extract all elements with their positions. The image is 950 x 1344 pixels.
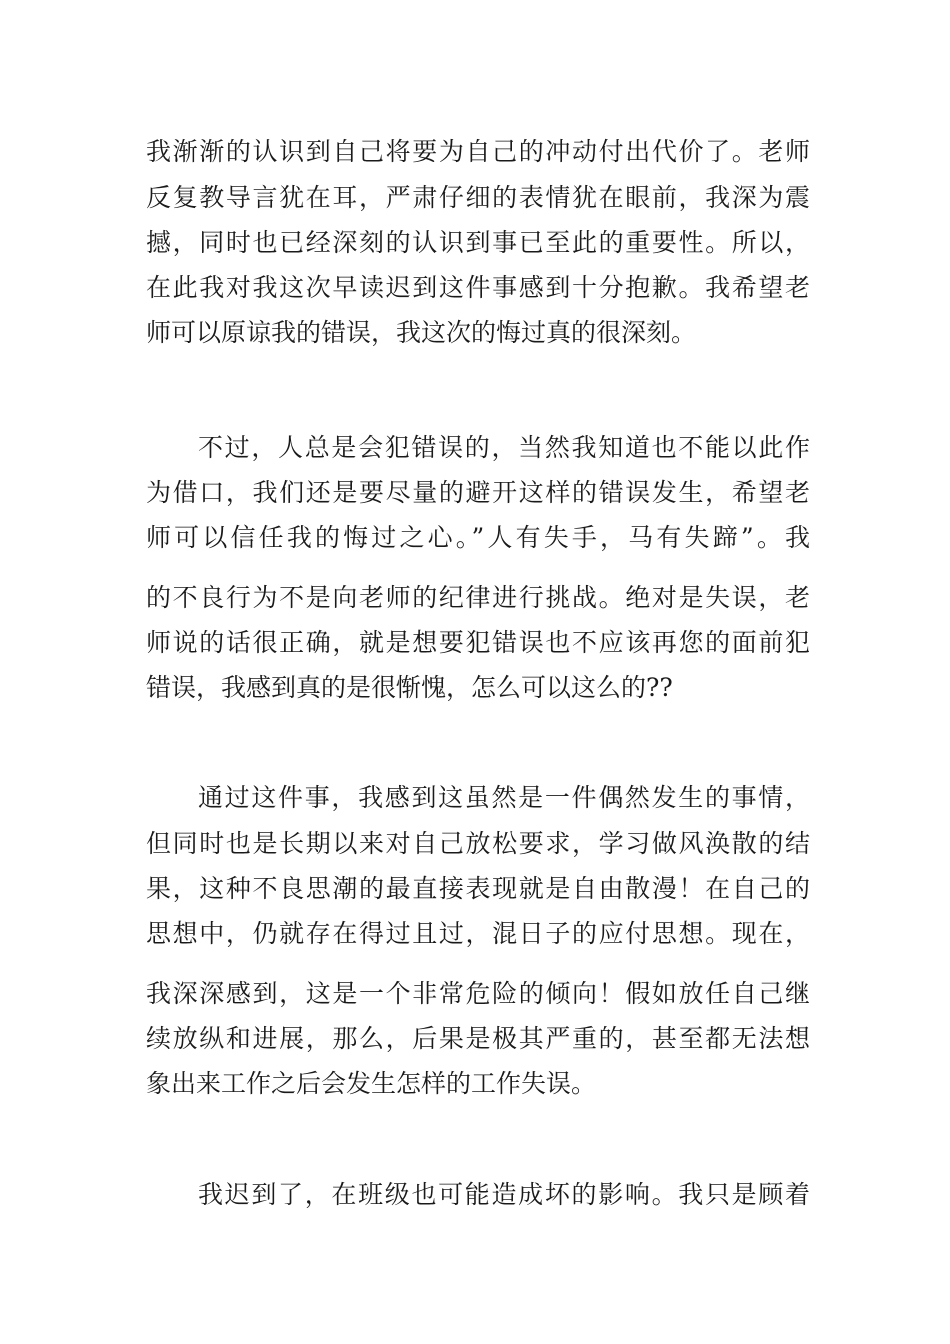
paragraph-3-line-2: 但同时也是长期以来对自己放松要求，学习做风涣散的结 — [146, 829, 810, 858]
paragraph-1-line-4: 在此我对我这次早读迟到这件事感到十分抱歉。我希望老 — [146, 273, 810, 302]
paragraph-1-line-3: 撼，同时也已经深刻的认识到事已至此的重要性。所以， — [146, 228, 810, 257]
paragraph-1-line-1: 我渐渐的认识到自己将要为自己的冲动付出代价了。老师 — [146, 137, 810, 166]
paragraph-2-line-4: 的不良行为不是向老师的纪律进行挑战。绝对是失误，老 — [146, 583, 810, 612]
paragraph-4-line-1: 我迟到了，在班级也可能造成坏的影响。我只是顾着 — [198, 1180, 810, 1209]
paragraph-3-line-6: 续放纵和进展，那么，后果是极其严重的，甚至都无法想 — [146, 1024, 810, 1053]
paragraph-2-line-1: 不过，人总是会犯错误的，当然我知道也不能以此作 — [198, 433, 810, 462]
paragraph-3-line-4: 思想中，仍就存在得过且过，混日子的应付思想。现在， — [146, 919, 810, 948]
paragraph-3-line-3: 果，这种不良思潮的最直接表现就是自由散漫！在自己的 — [146, 874, 810, 903]
paragraph-1-line-5: 师可以原谅我的错误，我这次的悔过真的很深刻。 — [146, 318, 697, 347]
paragraph-2-line-5: 师说的话很正确，就是想要犯错误也不应该再您的面前犯 — [146, 628, 810, 657]
paragraph-3-line-5: 我深深感到，这是一个非常危险的倾向！假如放任自己继 — [146, 979, 810, 1008]
paragraph-2-line-3: 师可以信任我的悔过之心。”人有失手，马有失蹄”。我 — [146, 523, 810, 552]
paragraph-3-line-7: 象出来工作之后会发生怎样的工作失误。 — [146, 1069, 597, 1098]
paragraph-2-line-6: 错误，我感到真的是很惭愧，怎么可以这么的?? — [146, 673, 673, 702]
paragraph-2-line-2: 为借口，我们还是要尽量的避开这样的错误发生，希望老 — [146, 478, 810, 507]
paragraph-3-line-1: 通过这件事，我感到这虽然是一件偶然发生的事情， — [198, 783, 810, 812]
paragraph-1-line-2: 反复教导言犹在耳，严肃仔细的表情犹在眼前，我深为震 — [146, 183, 810, 212]
